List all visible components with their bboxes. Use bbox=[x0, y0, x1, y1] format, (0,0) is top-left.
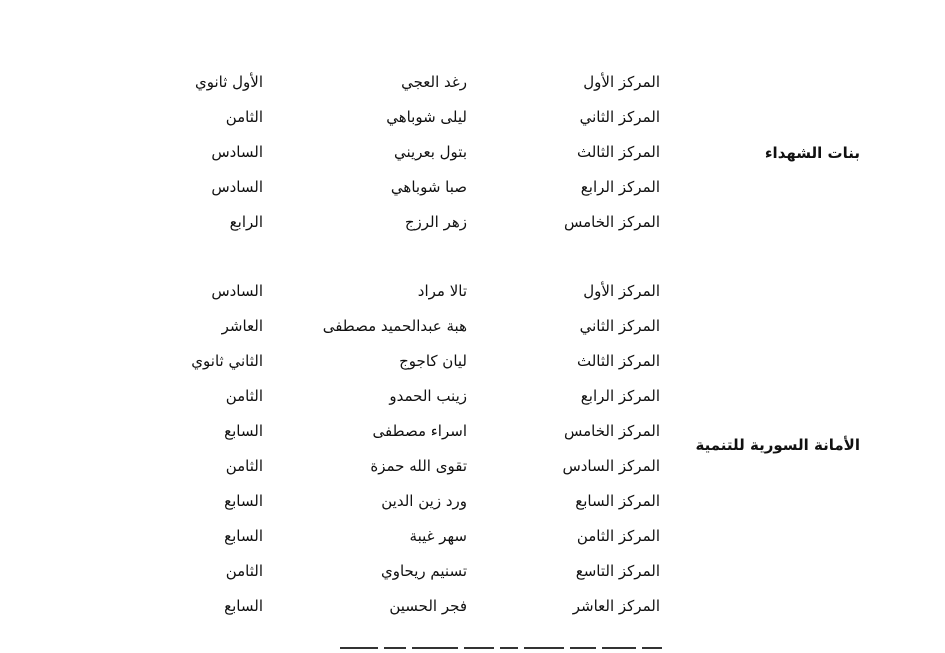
name-cell: بتول بعريني bbox=[393, 143, 467, 161]
table-row bbox=[0, 273, 945, 308]
section-martyrs-daughters bbox=[0, 64, 945, 239]
grade-cell: السابع bbox=[224, 422, 263, 440]
name-cell: رغد العجي bbox=[401, 73, 467, 91]
table-row bbox=[0, 64, 945, 99]
rank-cell: المركز الرابع bbox=[580, 178, 660, 196]
name-cell: صبا شوباهي bbox=[390, 178, 467, 196]
table-row bbox=[0, 588, 945, 623]
grade-cell: الثامن bbox=[225, 562, 263, 580]
grade-cell: الثامن bbox=[225, 387, 263, 405]
rank-cell: المركز السابع bbox=[575, 492, 660, 510]
table-row bbox=[0, 308, 945, 343]
rank-cell: المركز الرابع bbox=[580, 387, 660, 405]
section-title: الأمانة السورية للتنمية bbox=[695, 436, 860, 454]
table-row bbox=[0, 169, 945, 204]
grade-cell: الثاني ثانوي bbox=[191, 352, 263, 370]
table-row bbox=[0, 99, 945, 134]
table-row bbox=[0, 378, 945, 413]
rank-cell: المركز الأول bbox=[583, 73, 660, 91]
grade-cell: السابع bbox=[224, 527, 263, 545]
section-title: بنات الشهداء bbox=[764, 144, 860, 162]
rank-cell: المركز الخامس bbox=[563, 213, 660, 231]
rank-cell: المركز الأول bbox=[583, 282, 660, 300]
table-row bbox=[0, 134, 945, 169]
rank-cell: المركز الخامس bbox=[563, 422, 660, 440]
name-cell: سهر غيبة bbox=[409, 527, 467, 545]
grade-cell: السادس bbox=[211, 178, 263, 196]
table-row bbox=[0, 448, 945, 483]
name-cell: فجر الحسين bbox=[389, 597, 467, 615]
section-syrian-trust bbox=[0, 273, 945, 623]
rank-cell: المركز الثالث bbox=[576, 143, 660, 161]
name-cell: تالا مراد bbox=[417, 282, 467, 300]
rank-cell: المركز الثامن bbox=[576, 527, 660, 545]
table-row bbox=[0, 483, 945, 518]
name-cell: زهر الرزج bbox=[404, 213, 467, 231]
rank-cell: المركز الثاني bbox=[579, 108, 660, 126]
grade-cell: الثامن bbox=[225, 108, 263, 126]
grade-cell: العاشر bbox=[221, 317, 263, 335]
cutoff-text-line bbox=[340, 647, 710, 653]
table-row bbox=[0, 204, 945, 239]
table-row bbox=[0, 343, 945, 378]
rank-cell: المركز التاسع bbox=[575, 562, 660, 580]
name-cell: تقوى الله حمزة bbox=[370, 457, 467, 475]
grade-cell: السابع bbox=[224, 492, 263, 510]
table-row bbox=[0, 518, 945, 553]
grade-cell: الأول ثانوي bbox=[194, 73, 263, 91]
name-cell: ورد زين الدين bbox=[381, 492, 467, 510]
table-row bbox=[0, 553, 945, 588]
grade-cell: الرابع bbox=[229, 213, 263, 231]
grade-cell: السادس bbox=[211, 143, 263, 161]
grade-cell: السابع bbox=[224, 597, 263, 615]
rank-cell: المركز السادس bbox=[562, 457, 660, 475]
name-cell: ليلى شوباهي bbox=[386, 108, 467, 126]
table-row bbox=[0, 413, 945, 448]
name-cell: هبة عبدالحميد مصطفى bbox=[322, 317, 467, 335]
rank-cell: المركز الثاني bbox=[579, 317, 660, 335]
rank-cell: المركز الثالث bbox=[576, 352, 660, 370]
grade-cell: الثامن bbox=[225, 457, 263, 475]
name-cell: ليان كاجوج bbox=[399, 352, 467, 370]
name-cell: تسنيم ريحاوي bbox=[380, 562, 467, 580]
name-cell: اسراء مصطفى bbox=[372, 422, 467, 440]
rank-cell: المركز العاشر bbox=[572, 597, 660, 615]
grade-cell: السادس bbox=[211, 282, 263, 300]
name-cell: زينب الحمدو bbox=[389, 387, 467, 405]
